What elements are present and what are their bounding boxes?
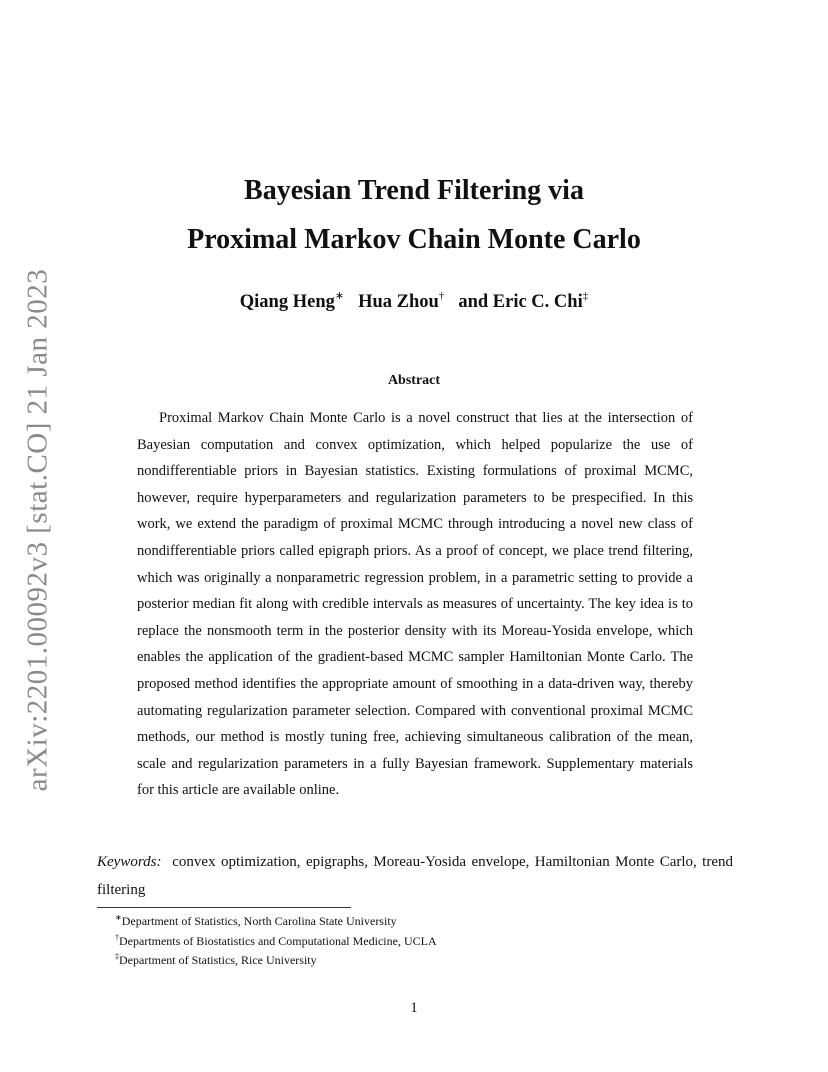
- author-1: [240, 292, 344, 312]
- author-list: [0, 284, 828, 315]
- footnote-3-text: Department of Statistics, Rice University: [119, 953, 317, 967]
- paper-title-line-2: Proximal Markov Chain Monte Carlo: [187, 224, 641, 255]
- footnote-2-mark: †: [115, 932, 119, 942]
- author-2-mark: †: [438, 290, 445, 302]
- author-1-name: Qiang Heng: [239, 292, 335, 313]
- author-2: [358, 292, 444, 312]
- footnote-2-text: Departments of Biostatistics and Computational Medicine, UCLA: [119, 933, 437, 948]
- author-1-mark: ∗: [334, 290, 345, 302]
- author-3-name: and Eric C. Chi: [458, 292, 583, 313]
- footnote-3-mark: ‡: [115, 952, 119, 961]
- arxiv-stamp: arXiv:2201.00092v3 [stat.CO] 21 Jan 2023: [21, 268, 54, 792]
- abstract-heading: Abstract: [387, 373, 441, 388]
- author-3-mark: ‡: [582, 290, 589, 302]
- footnote-2: [115, 930, 437, 950]
- paper-title: [0, 166, 828, 264]
- footnote-1: [115, 910, 437, 930]
- keywords: [97, 848, 733, 904]
- footnote-1-mark: ∗: [115, 913, 122, 922]
- paper-title-line-1: Bayesian Trend Filtering via: [244, 175, 584, 206]
- keywords-text: convex optimization, epigraphs, Moreau-Yosida envelope, Hamiltonian Monte Carlo, trend filtering: [97, 854, 734, 898]
- footnote-3: [115, 949, 437, 969]
- footnotes: [115, 910, 437, 969]
- footnote-rule: [97, 907, 351, 908]
- author-3: [458, 292, 588, 312]
- author-2-name: Hua Zhou: [358, 292, 439, 313]
- footnote-1-text: Department of Statistics, North Carolina State University: [121, 914, 397, 928]
- page-number: 1: [410, 1000, 418, 1016]
- abstract-body: Proximal Markov Chain Monte Carlo is a novel construct that lies at the intersection of Bayesian computation and convex optimization, which helped popularize the use of nondifferentiable priors in Bayesian statistics. Existing formulations of proximal MCMC, however, require hyperparameters and regularization parameters to be prespecified. In this work, we extend the paradigm of proximal MCMC through introducing a novel new class of nondifferentiable priors called epigraph priors. As a proof of concept, we place trend filtering, which was originally a nonparametric regression problem, in a parametric setting to provide a posterior median fit along with credible intervals as measures of uncertainty. The key idea is to replace the nonsmooth term in the posterior density with its Moreau-Yosida envelope, which enables the application of the gradient-based MCMC sampler Hamiltonian Monte Carlo. The proposed method identifies the appropriate amount of smoothing in a data-driven way, thereby automating regularization parameter selection. Compared with conventional proximal MCMC methods, our method is mostly tuning free, achieving simultaneous calibration of the mean, scale and regularization parameters in a fully Bayesian framework. Supplementary materials for this article are available online.: [137, 410, 693, 799]
- keywords-label: Keywords:: [97, 854, 162, 870]
